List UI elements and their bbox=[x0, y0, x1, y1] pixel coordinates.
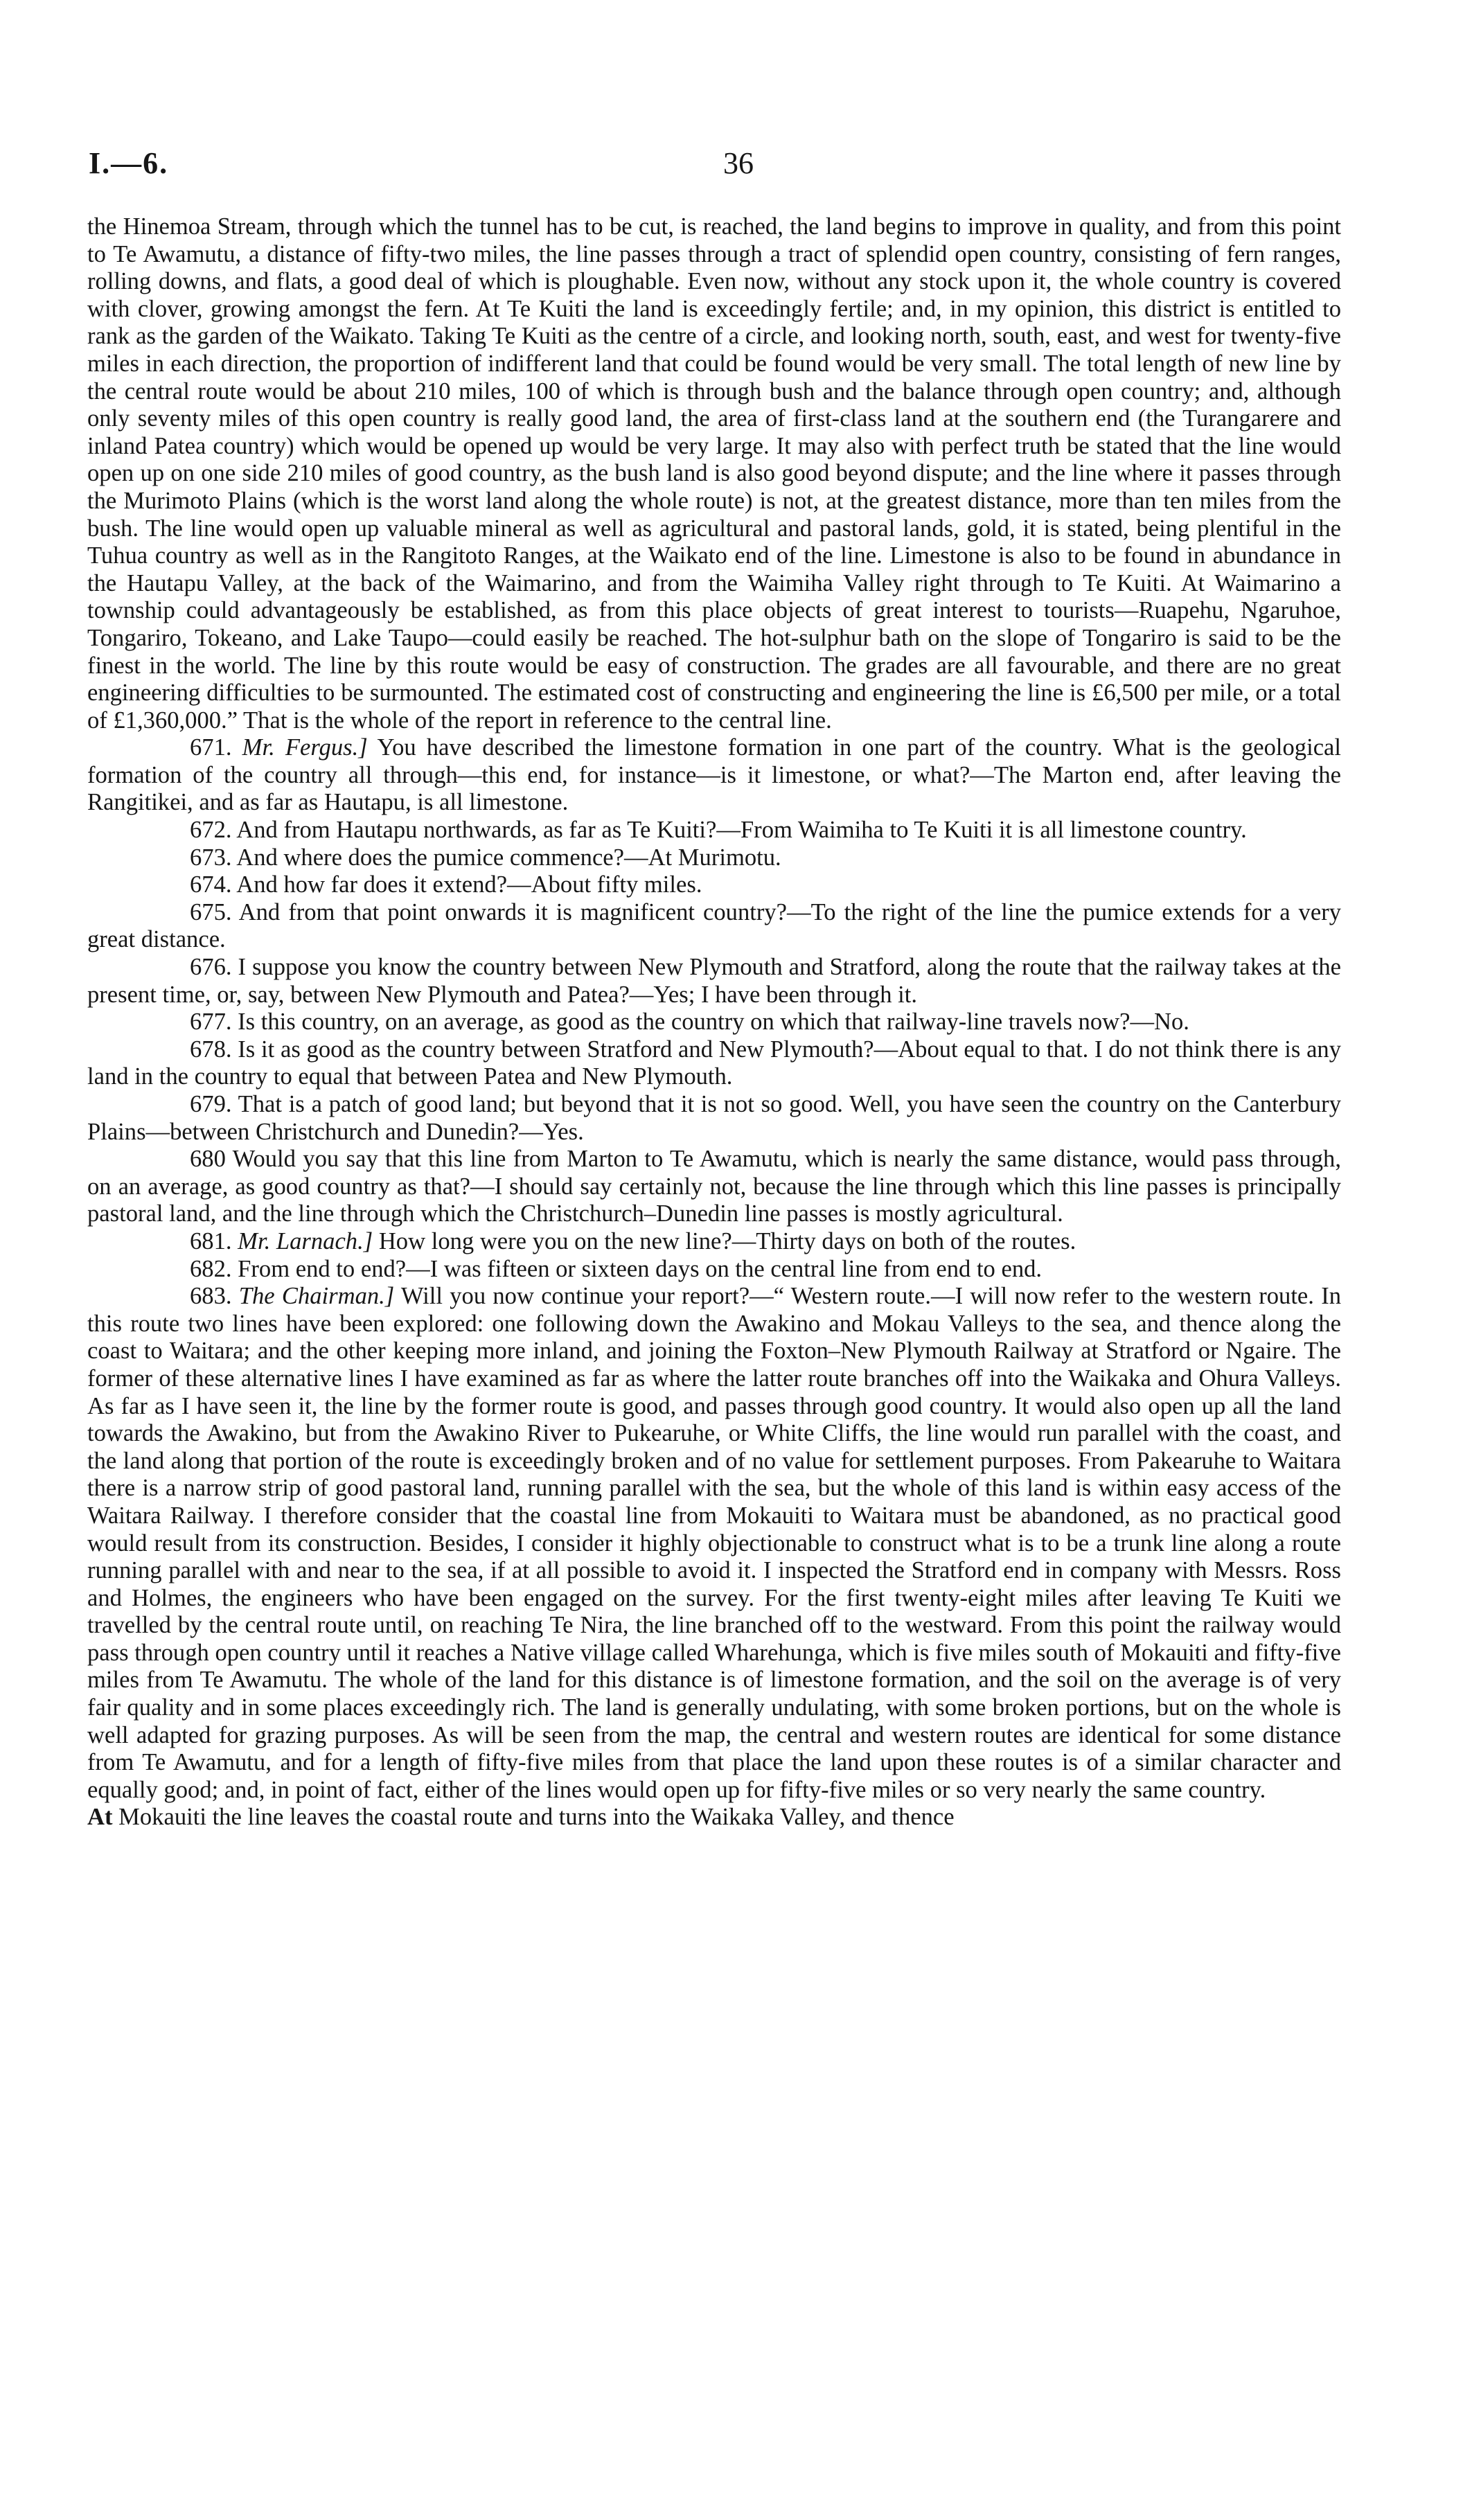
question-text: And from Hautapu northwards, as far as Te Kuiti?—From Waimiha to Te Kuiti it is all limestone country. bbox=[231, 817, 1247, 844]
question-680 bbox=[87, 1146, 1341, 1228]
question-671 bbox=[87, 734, 1341, 817]
body-text bbox=[87, 213, 1341, 1831]
question-682 bbox=[87, 1256, 1341, 1284]
question-673 bbox=[87, 844, 1341, 872]
question-text: Would you say that this line from Marton to Te Awamutu, which is nearly the same distance, would pass through, on an average, as good country as that?—I should say certainly not, because the line through which this line passes is principally pastoral land, and the line through which the Christchurch–Dunedin line passes is mostly agricultural. bbox=[87, 1146, 1341, 1227]
question-number: 674. bbox=[190, 871, 232, 898]
question-674 bbox=[87, 871, 1341, 899]
question-number: 680 bbox=[190, 1146, 226, 1173]
paragraph-continued-final bbox=[87, 1804, 1341, 1831]
question-number: 675. bbox=[190, 898, 232, 925]
question-number: 673. bbox=[190, 844, 232, 871]
question-number: 678. bbox=[190, 1036, 232, 1063]
question-number: 683. bbox=[190, 1283, 232, 1310]
question-text: And where does the pumice commence?—At Murimotu. bbox=[231, 844, 781, 871]
question-683 bbox=[87, 1283, 1341, 1804]
page-number: 36 bbox=[723, 146, 754, 180]
question-text: And from that point onwards it is magnificent country?—To the right of the line the pumice extends for a very great distance. bbox=[87, 898, 1341, 953]
question-text: I suppose you know the country between New Plymouth and Stratford, along the route that the railway takes at the present time, or, say, between New Plymouth and Patea?—Yes; I have been through it. bbox=[87, 954, 1341, 1008]
question-679 bbox=[87, 1091, 1341, 1146]
question-text: From end to end?—I was fifteen or sixteen days on the central line from end to end. bbox=[231, 1255, 1043, 1282]
question-number: 672. bbox=[190, 817, 232, 844]
question-text: And how far does it extend?—About fifty miles. bbox=[231, 871, 702, 898]
question-number: 679. bbox=[190, 1091, 232, 1117]
paragraph-continued bbox=[87, 213, 1341, 734]
question-text: Will you now continue your report?—“ Western route.—I will now refer to the western route. In this route two lines have been explored: one following down the Awakino and Mokau Valleys to the sea, and thence along the coast to Waitara; and the other keeping more inland, and joining the Foxton–New Plymouth Railway at Stratford or Ngaire. The former of these alternative lines I have examined as far as where the latter route branches off into the Waikaka and Ohura Valleys. As far as I have seen it, the line by the former route is good, and passes through good country. It would also open up all the land towards the Awakino, but from the Awakino River to Pukearuhe, or White Cliffs, the line would run parallel with the coast, and the land along that portion of the route is exceedingly broken and of no value for settlement purposes. From Pakearuhe to Waitara there is a narrow strip of good pastoral land, running parallel with the sea, but the whole of this land is within easy access of the Waitara Railway. I therefore consider that the coastal line from Mokauiti to Waitara must be abandoned, as no practical good would result from its construction. Besides, I consider it highly objectionable to construct what is to be a trunk line along a route running parallel with and near to the sea, if at all possible to avoid it. I inspected the Stratford end in company with Messrs. Ross and Holmes, the engineers who have been engaged on the survey. For the first twenty-eight miles after leaving Te Kuiti we travelled by the central route until, on reaching Te Nira, the line branched off to the westward. From this point the railway would pass through open country until it reaches a Native village called Wharehunga, which is five miles south of Mokauiti and fifty-five miles from Te Awamutu. The whole of the land for this distance is of limestone formation, and the soil on the average is of very fair quality and in some places exceedingly rich. The land is generally undulating, with some broken portions, but on the whole is well adapted for grazing purposes. As will be seen from the map, the central and western routes are identical for some distance from Te Awamutu, and for a length of fifty-five miles from that place the land upon these routes is of a similar character and equally good; and, in point of fact, either of the lines would open up for fifty-five miles or so very nearly the same country. bbox=[87, 1283, 1341, 1803]
question-number: 671. bbox=[190, 734, 232, 761]
question-text: Is this country, on an average, as good as the country on which that railway-line travels now?—No. bbox=[231, 1009, 1189, 1036]
question-text: You have described the limestone formation in one part of the country. What is the geological formation of the country all through—this end, for instance—is it limestone, or what?—The Marton end, after leaving the Rangitikei, and as far as Hautapu, is all limestone. bbox=[87, 734, 1341, 816]
question-number: 676. bbox=[190, 954, 232, 981]
question-number: 681. bbox=[190, 1227, 232, 1254]
question-text: That is a patch of good land; but beyond that it is not so good. Well, you have seen the country on the Canterbury Plains—between Christchurch and Dunedin?—Yes. bbox=[87, 1091, 1341, 1145]
question-681 bbox=[87, 1228, 1341, 1256]
question-number: 682. bbox=[190, 1255, 232, 1282]
speaker: Mr. Larnach.] bbox=[238, 1227, 373, 1254]
question-672 bbox=[87, 817, 1341, 844]
paragraph-text: Mokauiti the line leaves the coastal route and turns into the Waikaka Valley, and thence bbox=[112, 1804, 955, 1831]
question-678 bbox=[87, 1036, 1341, 1091]
page-header bbox=[0, 145, 1481, 201]
question-676 bbox=[87, 954, 1341, 1009]
question-text: How long were you on the new line?—Thirty days on both of the routes. bbox=[373, 1227, 1076, 1254]
question-675 bbox=[87, 899, 1341, 954]
document-reference: I.—6. bbox=[89, 146, 169, 180]
paragraph-text: the Hinemoa Stream, through which the tunnel has to be cut, is reached, the land begins to improve in quality, and from this point to Te Awamutu, a distance of fifty-two miles, the line passes through a tract of splendid open country, consisting of fern ranges, rolling downs, and flats, a good deal of which is ploughable. Even now, without any stock upon it, the whole country is covered with clover, growing amongst the fern. At Te Kuiti the land is exceedingly fertile; and, in my opinion, this district is entitled to rank as the garden of the Waikato. Taking Te Kuiti as the centre of a circle, and looking north, south, east, and west for twenty-five miles in each direction, the proportion of indifferent land that could be found would be very small. The total length of new line by the central route would be about 210 miles, 100 of which is through bush and the balance through open country; and, although only seventy miles of this open country is really good land, the area of first-class land at the southern end (the Turangarere and inland Patea country) which would be opened up would be very large. It may also with perfect truth be stated that the line would open up on one side 210 miles of good country, as the bush land is also good beyond dispute; and the line where it passes through the Murimoto Plains (which is the worst land along the whole route) is not, at the greatest distance, more than ten miles from the bush. The line would open up valuable mineral as well as agricultural and pastoral lands, gold, it is stated, being plentiful in the Tuhua country as well as in the Rangitoto Ranges, at the Waikato end of the line. Limestone is also to be found in abundance in the Hautapu Valley, at the back of the Waimarino, and from the Waimiha Valley right through to Te Kuiti. At Waimarino a township could advantageously be established, as from this place objects of great interest to tourists—Ruapehu, Ngaruhoe, Tongariro, Tokeano, and Lake Taupo—could easily be reached. The hot-sulphur bath on the slope of Tongariro is said to be the finest in the world. The line by this route would be easy of construction. The grades are all favourable, and there are no great engineering difficulties to be surmounted. The estimated cost of constructing and engineering the line is £6,500 per mile, or a total of £1,360,000.” That is the whole of the report in reference to the central line. bbox=[87, 213, 1341, 734]
question-number: 677. bbox=[190, 1009, 232, 1036]
speaker: Mr. Fergus.] bbox=[242, 734, 368, 761]
question-text: Is it as good as the country between Stratford and New Plymouth?—About equal to that. I do not think there is any land in the country to equal that between Patea and New Plymouth. bbox=[87, 1036, 1341, 1090]
speaker: The Chairman.] bbox=[238, 1283, 395, 1310]
lead-word: At bbox=[87, 1804, 113, 1831]
question-677 bbox=[87, 1009, 1341, 1036]
